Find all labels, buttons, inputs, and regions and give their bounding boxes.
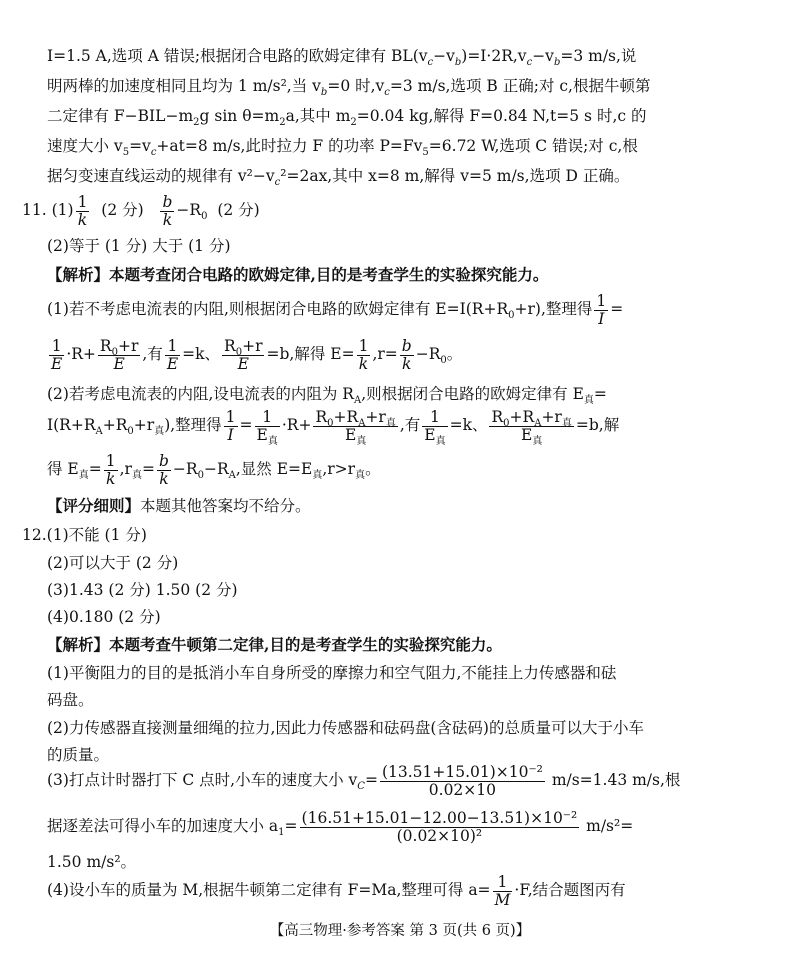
page-footer: 【高三物理·参考答案 第 3 页(共 6 页)】 bbox=[269, 923, 531, 939]
q10-line-5: 据匀变速直线运动的规律有 $v^2-v_c^2=2ax$,其中 x=8 m,解得 v=5 m/s,选项 D 正确。 bbox=[47, 167, 630, 189]
q12-part3: (3)1.43 (2 分) 1.50 (2 分) bbox=[47, 581, 238, 599]
q11-analysis-2: $\frac{1}{E}$ ·R+ $\frac{R_0+r}{E}$ ,有 $\frac{1}{E}$ =k、 $\frac{R_0+r}{E}$ =b,解得 E= $\frac{1}{k}$ ,r= $\frac{b}{k}$ $-R_0$。 bbox=[51, 336, 463, 373]
q12-analysis-3: (3)打点计时器打下 C 点时,小车的速度大小 $v_C=$ $\frac{\text{(13.51+15.01)×10⁻²}}{0.02\times 10}$ m/s=1.43 m/s,根 bbox=[47, 762, 681, 799]
q11-analysis-5: 得 $E_真=$ $\frac{1}{k}$ $,r_真=$ $\frac{b}{k}$ $-R_0-R_A$,显然 $E=E_真,r>r_真$。 bbox=[47, 451, 381, 488]
q12-analysis: 【解析】本题考查牛顿第二定律,目的是考查学生的实验探究能力。 bbox=[47, 635, 502, 654]
q11-analysis-3: (2)若考虑电流表的内阻,设电流表的内阻为 $R_A$,则根据闭合电路的欧姆定律有 $E_真=$ bbox=[47, 385, 607, 407]
q11-part2: (2)等于 (1 分) 大于 (1 分) bbox=[47, 237, 231, 255]
q11-part1: 11. (1) $\frac{1}{k}$ (2 分) $\frac{b}{k}$ $-R_0$ (2 分) bbox=[22, 192, 260, 229]
q12-analysis-1: (1)平衡阻力的目的是抵消小车自身所受的摩擦力和空气阻力,不能挂上力传感器和砝 bbox=[47, 664, 617, 682]
q12-analysis-4: 据逐差法可得小车的加速度大小 $a_1=$ $\frac{\text{(16.51+15.01−12.00−13.51)×10⁻²}}{\text{(0.02×10)²}}$ m/s²= bbox=[47, 808, 634, 845]
q12-part4: (4)0.180 (2 分) bbox=[47, 608, 161, 626]
q11-analysis: 【解析】本题考查闭合电路的欧姆定律,目的是考查学生的实验探究能力。 bbox=[47, 265, 549, 284]
q11-scoring-rule: 【评分细则】本题其他答案均不给分。 bbox=[47, 496, 311, 515]
q12-analysis-2: (2)力传感器直接测量细绳的拉力,因此力传感器和砝码盘(含砝码)的总质量可以大于小车 bbox=[47, 719, 644, 737]
q12-analysis-5: 1.50 m/s²。 bbox=[47, 853, 137, 871]
q11-analysis-1: (1)若不考虑电流表的内阻,则根据闭合电路的欧姆定律有 $E=I(R+R_0+r)$,整理得 $\frac{1}{I}$ = bbox=[47, 291, 624, 328]
q12-part2: (2)可以大于 (2 分) bbox=[47, 554, 179, 572]
q10-line-1: I=1.5 A,选项 A 错误;根据闭合电路的欧姆定律有 $BL(v_c-v_b)=I\cdot 2R,v_c-v_b=3$ m/s,说 bbox=[47, 47, 637, 69]
q12-analysis-2b: 的质量。 bbox=[47, 746, 110, 764]
q11-analysis-4: $I(R+R_A+R_0+r_真)$,整理得 $\frac{1}{I}$ = $\frac{1}{E_真}$ ·R+ $\frac{R_0+R_A+r_真}{E_真}$ ,有 $\frac{1}{E_真}$ =k、 $\frac{R_0+R_A+r_真}{E_真}$ =b,解 bbox=[47, 407, 620, 447]
q12-analysis-1b: 码盘。 bbox=[47, 691, 94, 709]
q12-analysis-6: (4)设小车的质量为 M,根据牛顿第二定律有 F=Ma,整理可得 a= $\frac{1}{M}$ ·F,结合题图丙有 bbox=[47, 872, 626, 909]
q12-part1: 12.(1)不能 (1 分) bbox=[22, 526, 147, 544]
q10-line-4: 速度大小 $v_5=v_c+at=8$ m/s,此时拉力 F 的功率 $P=Fv_5=6.72$ W,选项 C 错误;对 c,根 bbox=[47, 137, 638, 159]
q10-line-3: 二定律有 $F-BIL-m_2g$ $\sin \theta=m_2a$,其中 $m_2=0.04$ kg,解得 F=0.84 N,t=5 s 时,c 的 bbox=[47, 107, 647, 129]
q10-line-2: 明两棒的加速度相同且均为 1 m/s²,当 $v_b=0$ 时$,v_c=3$ m/s,选项 B 正确;对 c,根据牛顿第 bbox=[47, 77, 651, 99]
